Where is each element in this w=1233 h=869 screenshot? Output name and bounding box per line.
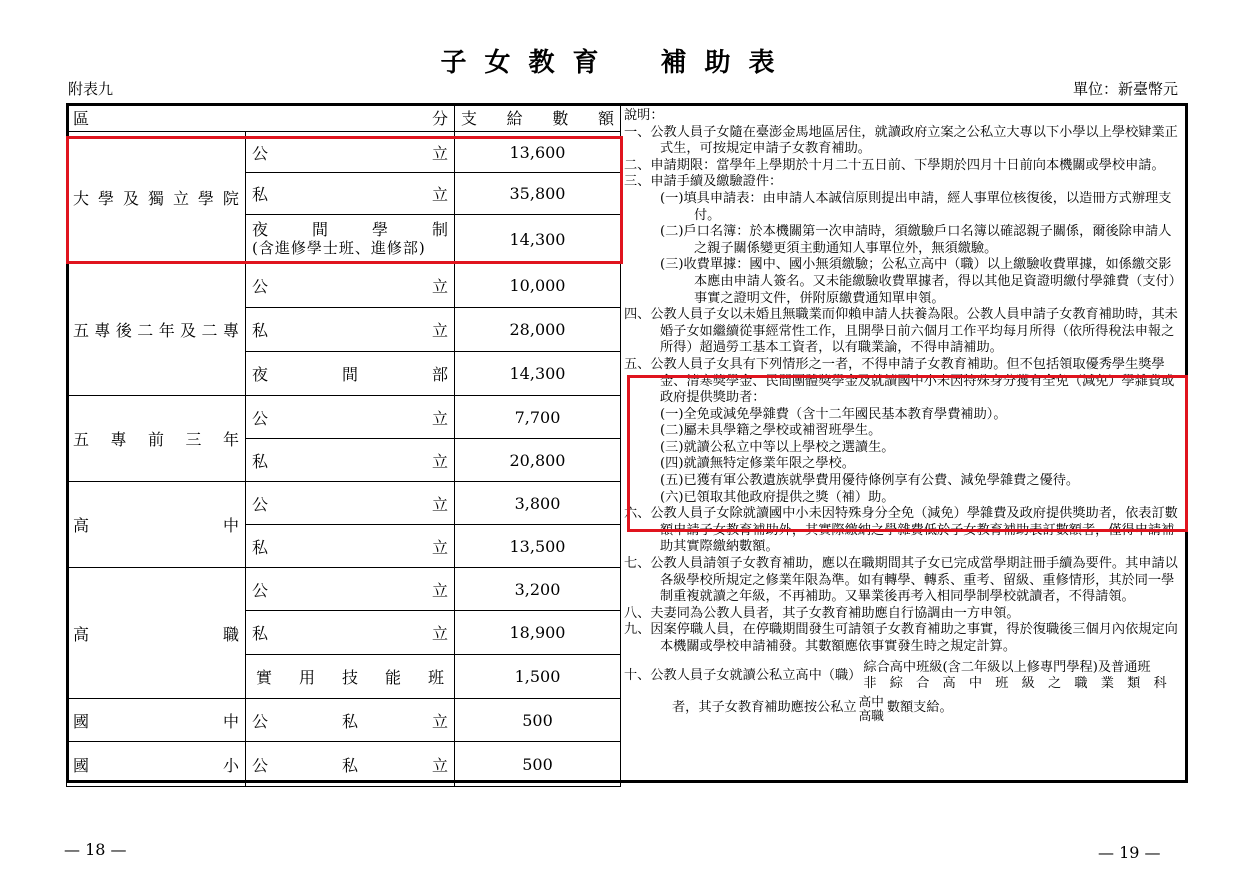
appendix-label: 附表九 (68, 80, 114, 98)
amount-cell: 10,000 (455, 264, 621, 308)
region-elementary: 國 小 (67, 742, 246, 787)
note-item: 九、因案停職人員，在停職期間發生可請領子女教育補助之事實，得於復職後三個月內依規定向本機關或學校申請補發。其數額應依事實發生時之規定計算。 (624, 622, 1178, 654)
amount-cell: 1,500 (455, 655, 621, 699)
region-junior-college-lower: 五 專 前 三 年 (67, 396, 246, 482)
table-row: 國 中 公 私 立 500 (67, 699, 621, 742)
note-subitem: (六)已領取其他政府提供之獎（補）助。 (660, 489, 895, 505)
region-char: 專 (94, 321, 111, 340)
amount-cell: 28,000 (455, 308, 621, 352)
amount-cell: 18,900 (455, 611, 621, 655)
note-item: 二、申請期限：當學年上學期於十月二十五日前、下學期於四月十日前向本機關或學校申請。 (624, 157, 1165, 173)
region-char: 年 (158, 321, 175, 340)
table-row: 私 立 35,800 (67, 173, 621, 215)
note-subitem: (二)屬未具學籍之學校或補習班學生。 (660, 423, 882, 439)
amount-header: 支 給 數 額 (455, 104, 621, 132)
region-char: 專 (222, 321, 239, 340)
table-row: 實 用 技 能 班 1,500 (67, 655, 621, 699)
region-char: 及 (180, 321, 197, 340)
table-row: 私 立 18,900 (67, 611, 621, 655)
amount-cell: 13,500 (455, 525, 621, 568)
region-char: 五 (73, 321, 90, 340)
note-item: 八、夫妻同為公教人員者，其子女教育補助應自行協調由一方申領。 (624, 605, 1020, 621)
document-title: 子女教育 補助表 (440, 48, 793, 78)
region-char: 獨 (147, 189, 164, 208)
table-row: 高 職 公 立 3,200 (67, 568, 621, 611)
region-vocational-high: 高 職 (67, 568, 246, 699)
note-item: 四、公教人員子女以未婚且無職業而仰賴申請人扶養為限。公教人員申請子女教育補助時，其未婚子女如繼續從事經常性工作，且開學日前六個月工作平均每月所得（依所得稅法申報之所得）超過勞工基本工資者，以有職業論，不得申請補助。 (624, 307, 1178, 356)
note-subitem: (一)全免或減免學雜費（含十二年國民基本教育學費補助）。 (660, 406, 1007, 422)
highlight-box-university (66, 136, 623, 264)
note-item: 七、公教人員請領子女教育補助，應以在職期間其子女已完成當學期註冊手續為要件。其申請以各級學校所規定之修業年限為準。如有轉學、轉系、重考、留級、重修情形，其於同一學制重複就讀之年級，不再補助。又畢業後再考入相同學制學校就讀者，不得請領。 (624, 556, 1178, 605)
amount-cell: 14,300 (455, 352, 621, 396)
notes-label: 說明： (624, 108, 664, 123)
amount-cell: 7,700 (455, 396, 621, 439)
table-row: 私 立 13,500 (67, 525, 621, 568)
currency-unit: 單位：新臺幣元 (1072, 80, 1178, 98)
table-row: 私 立 20,800 (67, 439, 621, 482)
region-char: 二 (137, 321, 154, 340)
region-char: 大 (73, 189, 90, 208)
region-junior-high: 國 中 (67, 699, 246, 742)
amount-cell: 500 (455, 742, 621, 787)
region-char: 學 (97, 189, 114, 208)
amount-cell: 3,800 (455, 482, 621, 525)
amount-cell: 3,200 (455, 568, 621, 611)
region-char: 學 (197, 189, 214, 208)
region-senior-high: 高 中 (67, 482, 246, 568)
table-row: 國 小 公 私 立 500 (67, 742, 621, 787)
region-char: 院 (222, 189, 239, 208)
note-item: 一、公教人員子女隨在臺澎金馬地區居住，就讀政府立案之公私立大專以下小學以上學校肄業正式生，可按規定申請子女教育補助。 (624, 124, 1178, 157)
region-char: 二 (201, 321, 218, 340)
note-subitem: (二)戶口名簿：於本機關第一次申請時，須繳驗戶口名簿以確認親子關係，爾後除申請人之親子關係變更須主動通知人事單位外，無須繳驗。 (660, 224, 1172, 256)
night-program-note: (含進修學士班、進修部) (252, 239, 426, 257)
note-subitem: (三)就讀公私立中等以上學校之選讀生。 (660, 439, 895, 455)
note-subitem: (三)收費單據：國中、國小無須繳驗；公私立高中（職）以上繳驗收費單據，如係繳交影本應由申請人簽名。又未能繳驗收費單據者，得以其他足資證明繳付學雜費（支付）事實之證明文件，併附原繳費通知單申領。 (660, 257, 1182, 306)
note-subitem: (五)已獲有軍公教遺族就學費用優待條例享有公費、減免學雜費之優待。 (660, 473, 1080, 489)
amount-cell: 13,600 (455, 132, 621, 173)
table-row: 私 立 28,000 (67, 308, 621, 352)
page-number-left: — 18 — (64, 840, 127, 859)
note-item-10: 十、公教人員子女就讀公私立高中（職） 綜合高中班級(含二年級以上修專門學程)及普通班 非 綜 合 高 中 班 級 之 職 業 類 科 者，其子女教育補助應按公私立 高中 高職 數額支給。 (624, 659, 1167, 723)
region-char: 後 (115, 321, 132, 340)
table-row: 五 專 前 三 年 公 立 7,700 (67, 396, 621, 439)
amount-cell: 500 (455, 699, 621, 742)
table-row: 夜 間 部 14,300 (67, 352, 621, 396)
table-row: 大 學 及 獨 立 學 院 公 立 13,600 (67, 132, 621, 173)
region-header: 區 分 (67, 104, 455, 132)
highlight-box-note-five (627, 375, 1188, 532)
table-row: 高 中 公 立 3,800 (67, 482, 621, 525)
note-subitem: (一)填具申請表：由申請人本誠信原則提出申請，經人事單位核復後，以造冊方式辦理支付。 (660, 190, 1172, 223)
amount-cell: 35,800 (455, 173, 621, 215)
table-row: 夜 間 學 制 (含進修學士班、進修部) 14,300 (67, 215, 621, 264)
region-char: 及 (122, 189, 139, 208)
note-item: 六、公教人員子女除就讀國中小未因特殊身分全免（減免）學雜費及政府提供獎助者，依表訂數額申請子女教育補助外，其實際繳納之學雜費低於子女教育補助表訂數額者，僅得申請補助其實際繳納數額。 (624, 506, 1178, 555)
page-number-right: — 19 — (1098, 843, 1161, 862)
table-row: 五 專 後 二 年 及 二 專 公 立 10,000 (67, 264, 621, 308)
note-item: 三、申請手續及繳驗證件： (624, 174, 783, 190)
region-char: 立 (172, 189, 189, 208)
note-item: 五、公教人員子女具有下列情形之一者，不得申請子女教育補助。但不包括領取優秀學生獎學金、清寒獎學金、民間團體獎學金及就讀國中小未因特殊身分獲有全免（減免）學雜費或政府提供獎助者： (624, 356, 1175, 406)
note-subitem: (四)就讀無特定修業年限之學校。 (660, 456, 855, 472)
amount-cell: 20,800 (455, 439, 621, 482)
amount-cell: 14,300 (455, 215, 621, 264)
